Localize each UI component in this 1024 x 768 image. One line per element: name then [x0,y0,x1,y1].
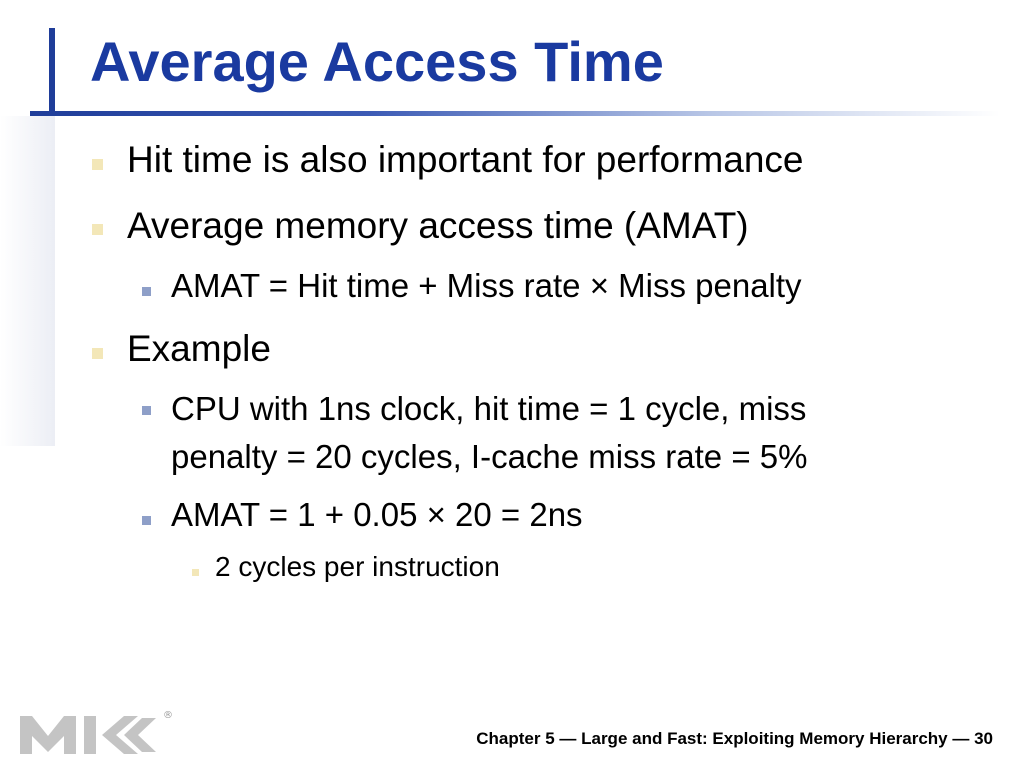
sub-sub-bullet-item: 2 cycles per instruction [215,551,500,582]
left-margin-shade [0,116,55,446]
bullet-item: Hit time is also important for performance [127,139,804,180]
slide-footer: Chapter 5 — Large and Fast: Exploiting Memory Hierarchy — 30 [476,729,993,748]
sub-bullet-item: AMAT = 1 + 0.05 × 20 = 2ns [171,496,583,533]
bullet-item: Example [127,328,271,369]
registered-mark: ® [163,710,173,721]
mk-logo [20,708,180,758]
title-underline-rule [30,111,1000,116]
sub-bullet-item-continuation: penalty = 20 cycles, I-cache miss rate = 5% [171,438,808,475]
bullet-marker-square [92,224,103,235]
bullet-item: Average memory access time (AMAT) [127,205,749,246]
bullet-marker-square [92,159,103,170]
sub-bullet-marker-square [142,287,151,296]
sub-bullet-marker-square [142,406,151,415]
slide-title: Average Access Time [90,30,664,93]
sub-bullet-marker-square [142,516,151,525]
sub-bullet-item: AMAT = Hit time + Miss rate × Miss penalty [171,267,802,304]
title-accent-bar [49,28,55,114]
sub-sub-bullet-marker-square [192,569,199,576]
sub-bullet-item: CPU with 1ns clock, hit time = 1 cycle, miss [171,390,807,427]
bullet-marker-square [92,348,103,359]
